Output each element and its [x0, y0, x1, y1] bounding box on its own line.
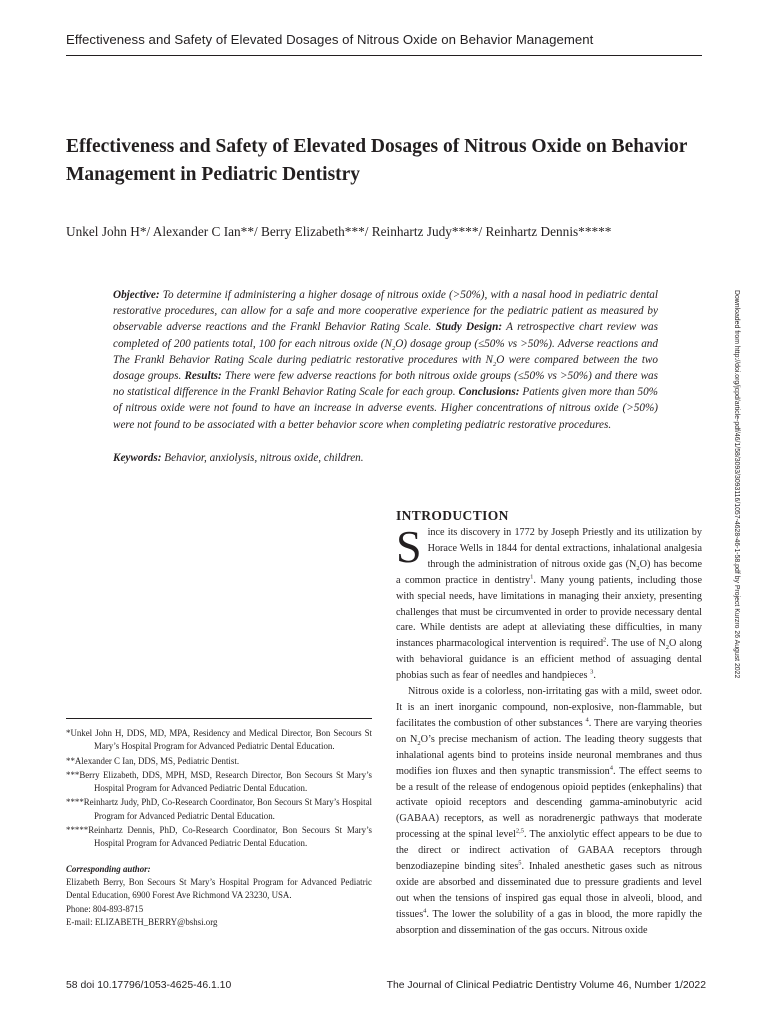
author-list: Unkel John H*/ Alexander C Ian**/ Berry Elizabeth***/ Reinhartz Judy****/ Reinhartz Dennis***** — [66, 224, 612, 239]
paragraph-text: ince its discovery in 1772 by Joseph Priestly and its utilization by Horace Wells in 1844 for dental extractions, inhalational analgesia through the administration of nitrous oxide gas (N — [427, 527, 702, 570]
subscript: 2 — [665, 644, 670, 652]
paragraph — [396, 684, 702, 939]
subscript: 2 — [417, 739, 421, 747]
study-design-text: O were compared between the two dosage groups. — [113, 353, 658, 383]
keywords-text: Behavior, anxiolysis, nitrous oxide, children. — [161, 452, 364, 464]
corresponding-author-address: Elizabeth Berry, Bon Secours St Mary’s Hospital Program for Advanced Pediatric Dental Education, 6900 Forest Ave Richmond VA 23230, USA. — [66, 876, 372, 901]
citation: 2,5 — [515, 827, 525, 835]
objective-text: To determine if administering a higher dosage of nitrous oxide (>50%), with a nasal hood in pediatric dental restorative procedures, can allow for a safe and more cooperative experience for the pediatric patient as measured by observable adverse reactions and the Frankl Behavior Rating Scale. — [113, 289, 658, 334]
paragraph-text: O) has become a common practice in dentistry — [396, 558, 702, 586]
footnote: *Unkel John H, DDS, MD, MPA, Residency and Medical Director, Bon Secours St Mary’s Hospital Program for Advanced Pediatric Dental Education. — [66, 728, 372, 752]
drop-cap: S — [396, 521, 422, 572]
objective-label: Objective: — [113, 289, 160, 301]
keywords-label: Keywords: — [113, 452, 162, 464]
footnote: **Alexander C Ian, DDS, MS, Pediatric Dentist. — [66, 755, 240, 766]
paragraph-text: . Inhaled anesthetic gases such as nitrous oxide are absorbed and disseminated due to pressure gradients and level out when the tensions of inspired gas equal those in alveoli, blood, and tissues — [396, 861, 702, 920]
subscript: 2 — [391, 344, 396, 352]
study-design-label: Study Design: — [435, 321, 503, 334]
paragraph — [396, 521, 702, 684]
footnote-rule — [66, 718, 372, 719]
article-title: Effectiveness and Safety of Elevated Dosages of Nitrous Oxide on Behavior Management in Pediatric Dentistry — [66, 136, 688, 185]
introduction-heading: INTRODUCTION — [396, 508, 509, 523]
paragraph-text: . The use of N — [606, 638, 666, 650]
paragraph-text: O along with behavioral guidance is an efficient method of assuaging dental phobias such as fear of needles and handpieces — [396, 638, 702, 682]
paragraph-text: . Many young patients, including those with special needs, have limitations in managing their anxiety, presenting challenges that must be circumvented in order to provide necessary dental care. While dentists are adept at alleviating these difficulties, in many instances pharmacological intervention is required — [396, 574, 702, 650]
citation: 4 — [585, 716, 589, 724]
footnote: ****Reinhartz Judy, PhD, Co-Research Coordinator, Bon Secours St Mary’s Hospital Program for Advanced Pediatric Dental Education. — [66, 797, 372, 821]
running-head: Effectiveness and Safety of Elevated Dosages of Nitrous Oxide on Behavior Management — [66, 32, 594, 47]
paragraph-text: O’s precise mechanism of action. The leading theory suggests that inhalational agents bind to proteins inside neuronal membranes and thus modifies ion fluxes and then synaptic transmission — [396, 733, 702, 777]
corresponding-author-phone: Phone: 804-893-8715 — [66, 903, 144, 914]
citation: 5 — [518, 859, 522, 867]
header-rule — [66, 55, 702, 56]
paragraph-text: . — [593, 670, 596, 682]
author-footnotes — [66, 727, 372, 929]
citation: 3 — [590, 668, 594, 676]
results-label: Results: — [184, 370, 222, 383]
citation: 4 — [609, 764, 613, 772]
conclusions-text: Patients given more than 50% of nitrous oxide were not found to have an increase in adverse events. Higher concentrations of nitrous oxide (>50%) were not found to be associated with a better behavior score when completing pediatric restorative procedures. — [113, 386, 658, 431]
footnote: *****Reinhartz Dennis, PhD, Co-Research Coordinator, Bon Secours St Mary’s Hospital Program for Advanced Pediatric Dental Education. — [66, 825, 372, 849]
subscript: 2 — [492, 361, 497, 369]
citation: 2 — [603, 636, 607, 644]
conclusions-label: Conclusions: — [458, 386, 520, 399]
paragraph-text: . The lower the solubility of a gas in blood, the more rapidly the absorption and dissemination of the gas occurs. Nitrous oxide — [396, 908, 702, 936]
footnote: ***Berry Elizabeth, DDS, MPH, MSD, Research Director, Bon Secours St Mary’s Hospital Program for Advanced Pediatric Dental Education. — [66, 769, 372, 794]
abstract — [113, 287, 658, 433]
paragraph-text: Nitrous oxide is a colorless, non-irritating gas with a mild, sweet odor. It is an inert inorganic compound, non-explosive, non-flammable, but facilitates the combustion of other substances — [396, 686, 702, 729]
paragraph-text: . The effect seems to be a result of the release of endogenous opioid peptides (enkephalins) that activate opioid receptors and descending gamma-aminobutyric acid (GABAA) receptors, as well as noradrenergic pathways that moderate processing at the spinal level — [396, 765, 702, 841]
paragraph-text: . There are varying theories on N — [396, 717, 703, 745]
keywords — [113, 452, 658, 464]
footer-doi: 58 doi 10.17796/1053-4625-46.1.10 — [66, 980, 232, 991]
citation: 1 — [530, 573, 534, 581]
citation: 4 — [423, 907, 427, 915]
paragraph-text: . The anxiolytic effect appears to be due to the direct or indirect activation of GABAA receptors through benzodiazepine binding sites — [396, 829, 702, 873]
results-text: There were few adverse reactions for both nitrous oxide groups (≤50% vs >50%) and there was no statistical difference in the Frankl Behavior Rating Scale for each group. — [113, 370, 658, 399]
study-design-text: A retrospective chart review was completed of 200 patients total, 100 for each nitrous oxide (N — [113, 321, 658, 350]
introduction-body — [396, 521, 703, 939]
download-watermark: Downloaded from http://doi.org/jcpd/article-pdf/46/1/58/3093/3093116/1057-4628-46-1-58.pdf by Project Kurzro 26 August 2022 — [733, 290, 740, 679]
corresponding-author — [66, 863, 372, 929]
subscript: 2 — [636, 564, 640, 572]
study-design-text: O) dosage group (≤50% vs >50%). Adverse reactions and The Frankl Behavior Rating Scale during pediatric restorative procedures with N — [113, 337, 658, 366]
footer-journal: The Journal of Clinical Pediatric Dentistry Volume 46, Number 1/2022 — [386, 980, 706, 991]
corresponding-author-email: E-mail: ELIZABETH_BERRY@bshsi.org — [66, 916, 218, 927]
corresponding-author-label: Corresponding author: — [66, 863, 151, 874]
